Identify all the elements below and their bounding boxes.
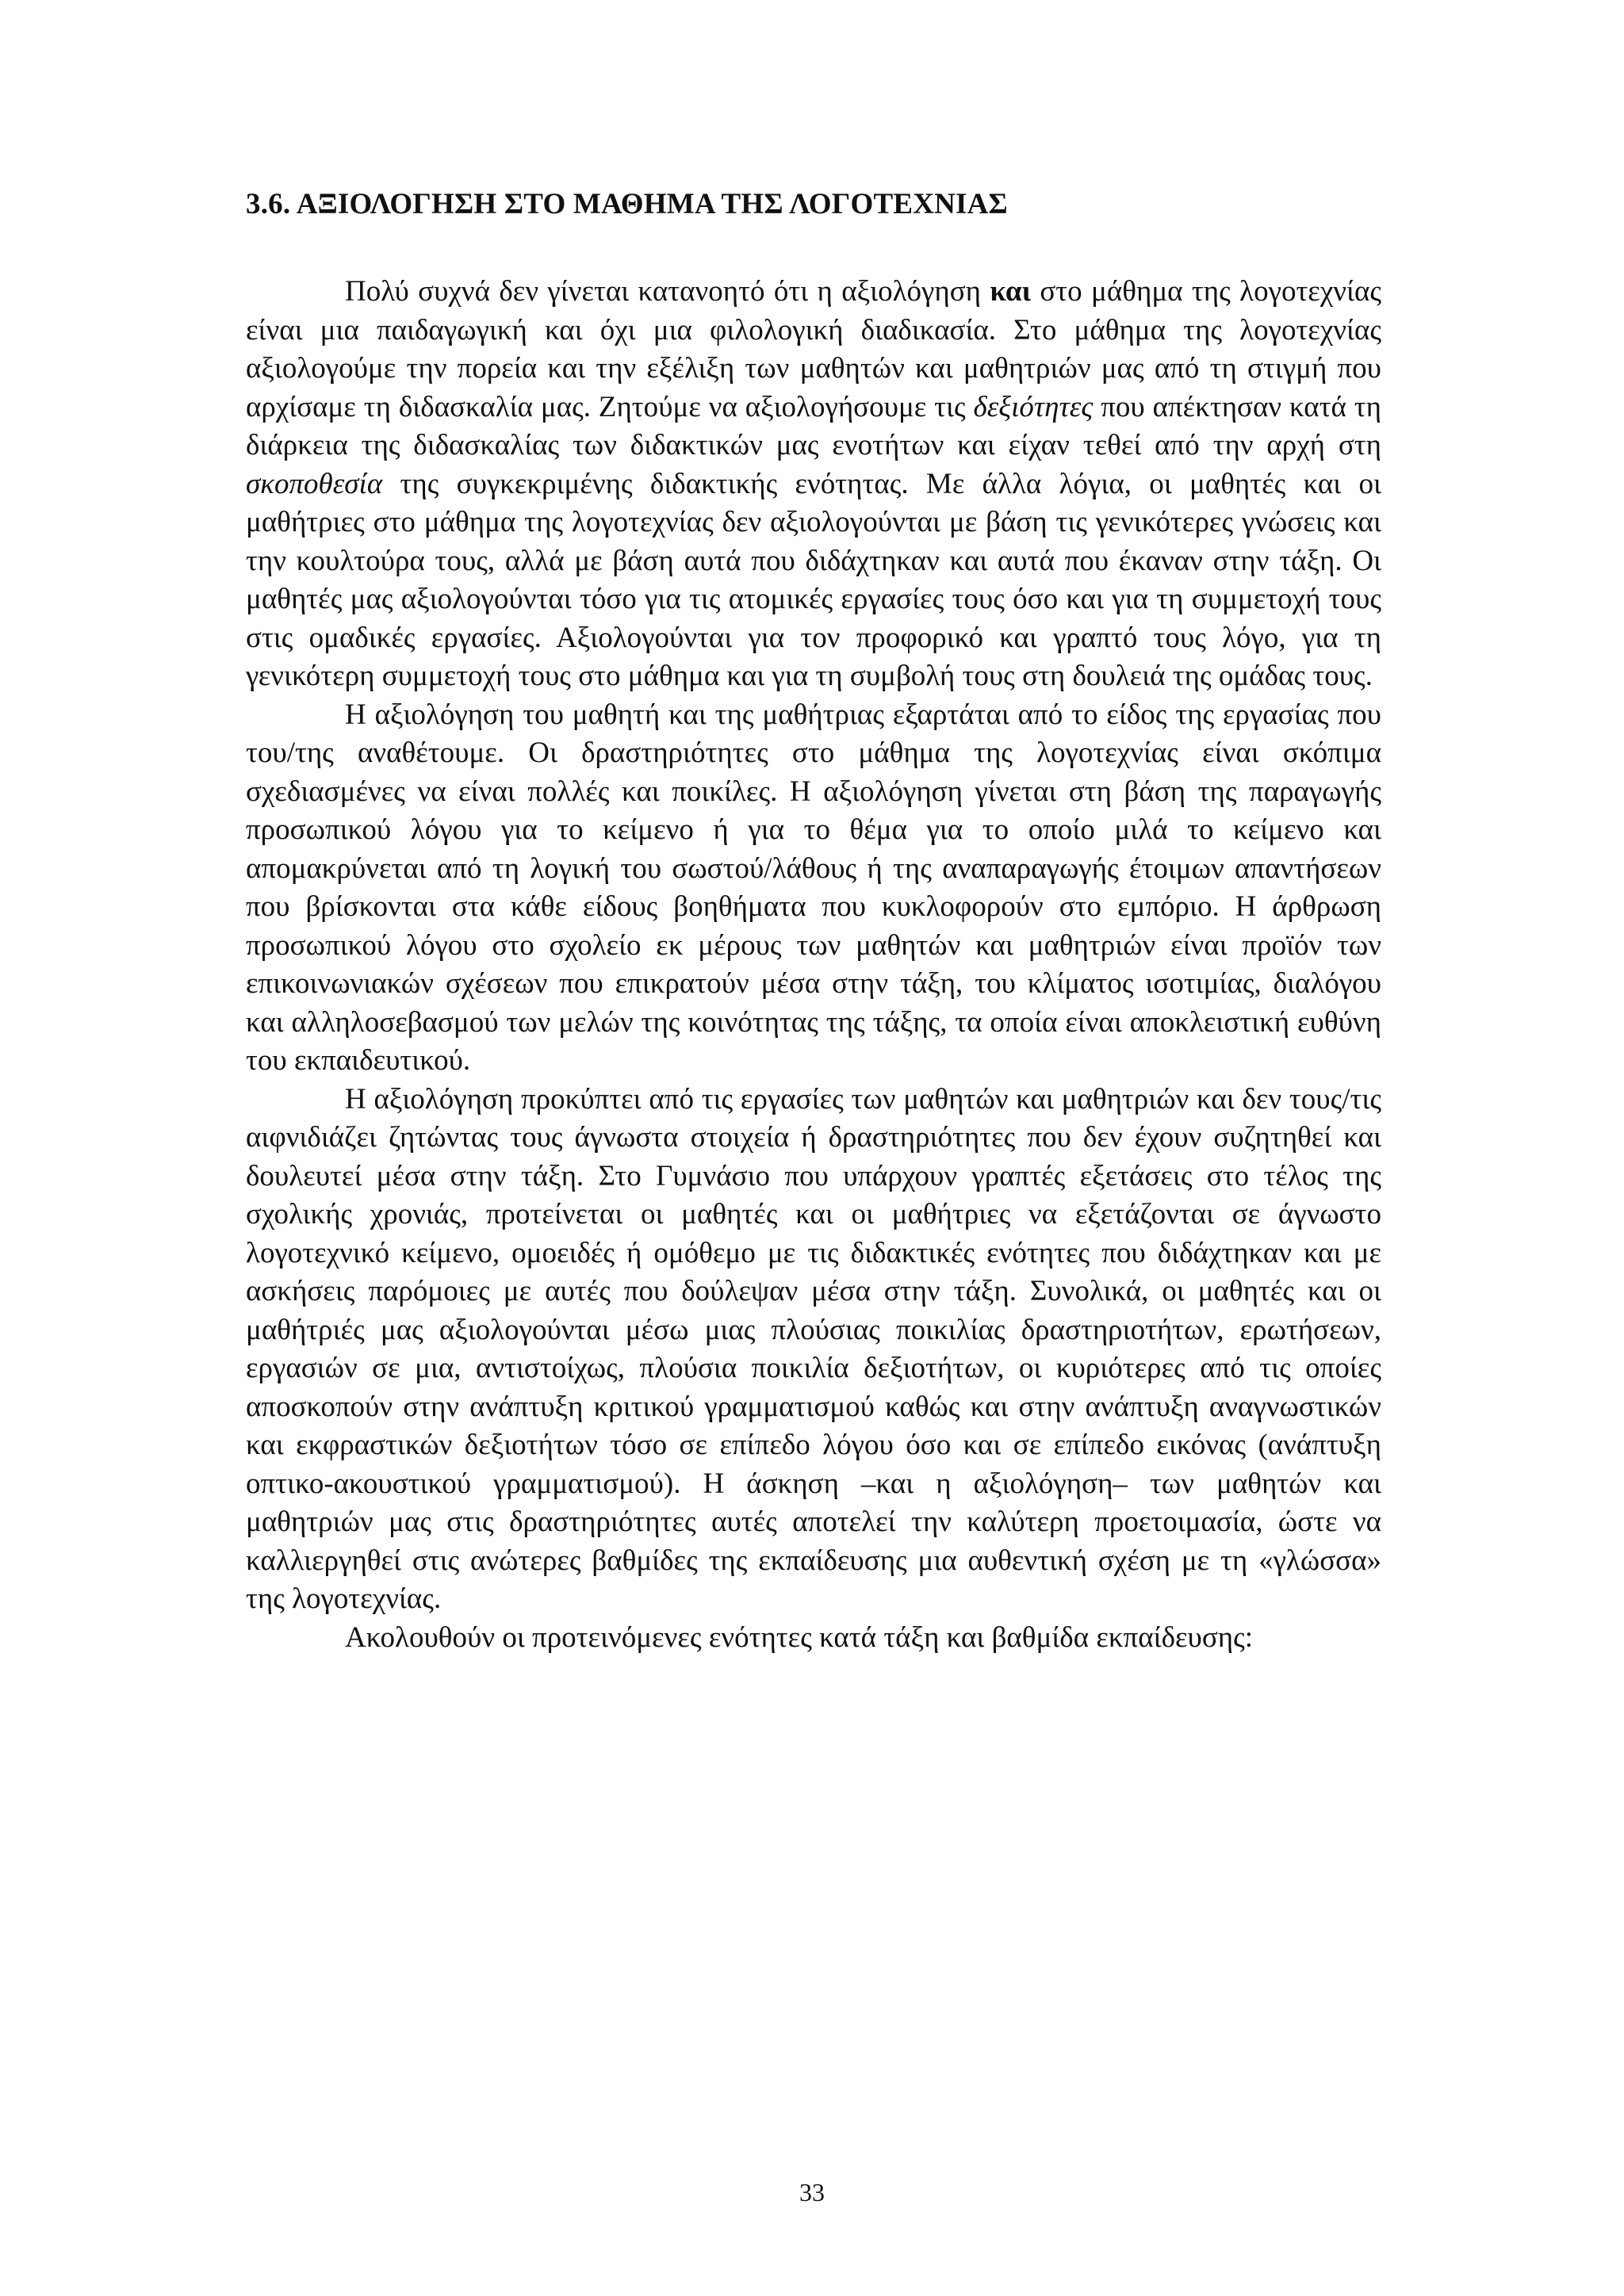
section-heading: 3.6. ΑΞΙΟΛΟΓΗΣΗ ΣΤΟ ΜΑΘΗΜΑ ΤΗΣ ΛΟΓΟΤΕΧΝΙΑΣ — [246, 188, 1008, 220]
paragraph-2: Η αξιολόγηση του μαθητή και της μαθήτριας εξαρτάται από το είδος της εργασίας που του/της αναθέτουμε. Οι δραστηριότητες στο μάθημα της λογοτεχνίας είναι σκόπιμα σχεδιασμένες να είναι πολλές και ποικίλες. Η αξιολόγηση γίνεται στη βάση της παραγωγής προσωπικού λόγου για το κείμενο ή για το θέμα για το οποίο μιλά το κείμενο και απομακρύνεται από τη λογική του σωστού/λάθους ή της αναπαραγωγής έτοιμων απαντήσεων που βρίσκονται στα κάθε είδους βοηθήματα που κυκλοφορούν στο εμπόριο. Η άρθρωση προσωπικού λόγου στο σχολείο εκ μέρους των μαθητών και μαθητριών είναι προϊόν των επικοινωνιακών σχέσεων που επικρατούν μέσα στην τάξη, του κλίματος ισοτιμίας, διαλόγου και αλληλοσεβασμού των μελών της κοινότητας της τάξης, τα οποία είναι αποκλειστική ευθύνη του εκπαιδευτικού. — [246, 698, 1381, 1077]
paragraph-1-italic-word-2: σκοποθεσία — [246, 467, 383, 500]
paragraph-1-text-c: που απέκτησαν κατά τη διάρκεια της διδασκαλίας των διδακτικών μας ενοτήτων και είχαν τεθεί από την αρχή στη — [246, 390, 1382, 461]
paragraph-3: Η αξιολόγηση προκύπτει από τις εργασίες των μαθητών και μαθητριών και δεν τους/τις αιφνιδιάζει ζητώντας τους άγνωστα στοιχεία ή δραστηριότητες που δεν έχουν συζητηθεί και δουλευτεί μέσα στην τάξη. Στο Γυμνάσιο που υπάρχουν γραπτές εξετάσεις στο τέλος της σχολικής χρονιάς, προτείνεται οι μαθητές και οι μαθήτριες να εξετάζονται σε άγνωστο λογοτεχνικό κείμενο, ομοειδές ή ομόθεμο με τις διδακτικές ενότητες που διδάχτηκαν και με ασκήσεις παρόμοιες με αυτές που δούλεψαν μέσα στην τάξη. Συνολικά, οι μαθητές και οι μαθήτριές μας αξιολογούνται μέσω μιας πλούσιας ποικιλίας δραστηριοτήτων, ερωτήσεων, εργασιών σε μια, αντιστοίχως, πλούσια ποικιλία δεξιοτήτων, οι κυριότερες από τις οποίες αποσκοπούν στην ανάπτυξη κριτικού γραμματισμού καθώς και στην ανάπτυξη αναγνωστικών και εκφραστικών δεξιοτήτων τόσο σε επίπεδο λόγου όσο και σε επίπεδο εικόνας (ανάπτυξη οπτικο-ακουστικού γραμματισμού). Η άσκηση –και η αξιολόγηση– των μαθητών και μαθητριών μας στις δραστηριότητες αυτές αποτελεί την καλύτερη προετοιμασία, ώστε να καλλιεργηθεί στις ανώτερες βαθμίδες της εκπαίδευσης μια αυθεντική σχέση με τη «γλώσσα» της λογοτεχνίας. — [246, 1082, 1381, 1615]
paragraph-1-italic-word-1: δεξιότητες — [973, 390, 1094, 423]
document-page — [246, 184, 1381, 1657]
paragraph-1-bold-word: και — [990, 275, 1031, 308]
paragraph-1 — [246, 273, 1381, 696]
paragraph-1-text-d: της συγκεκριμένης διδακτικής ενότητας. Με άλλα λόγια, οι μαθητές και οι μαθήτριες στο μάθημα της λογοτεχνίας δεν αξιολογούνται με βάση τις γενικότερες γνώσεις και την κουλτούρα τους, αλλά με βάση αυτά που διδάχτηκαν και αυτά που έκαναν στην τάξη. Οι μαθητές μας αξιολογούνται τόσο για τις ατομικές εργασίες τους όσο και για τη συμμετοχή τους στις ομαδικές εργασίες. Αξιολογούνται για τον προφορικό και γραπτό τους λόγο, για τη γενικότερη συμμετοχή τους στο μάθημα και για τη συμβολή τους στη δουλειά της ομάδας τους. — [246, 467, 1381, 692]
page-number: 33 — [799, 2178, 825, 2206]
paragraph-1-text-a: Πολύ συχνά δεν γίνεται κατανοητό ότι η αξιολόγηση — [345, 275, 990, 308]
paragraph-1-text-b: στο μάθημα της λογοτεχνίας είναι μια παιδαγωγική και όχι μια φιλολογική διαδικασία. Στο μάθημα της λογοτεχνίας αξιολογούμε την πορεία και την εξέλιξη των μαθητών και μαθητριών μας από τη στιγμή που αρχίσαμε τη διδασκαλία μας. Ζητούμε να αξιολογήσουμε τις — [246, 275, 1381, 423]
paragraph-4: Ακολουθούν οι προτεινόμενες ενότητες κατά τάξη και βαθμίδα εκπαίδευσης: — [345, 1621, 1254, 1654]
